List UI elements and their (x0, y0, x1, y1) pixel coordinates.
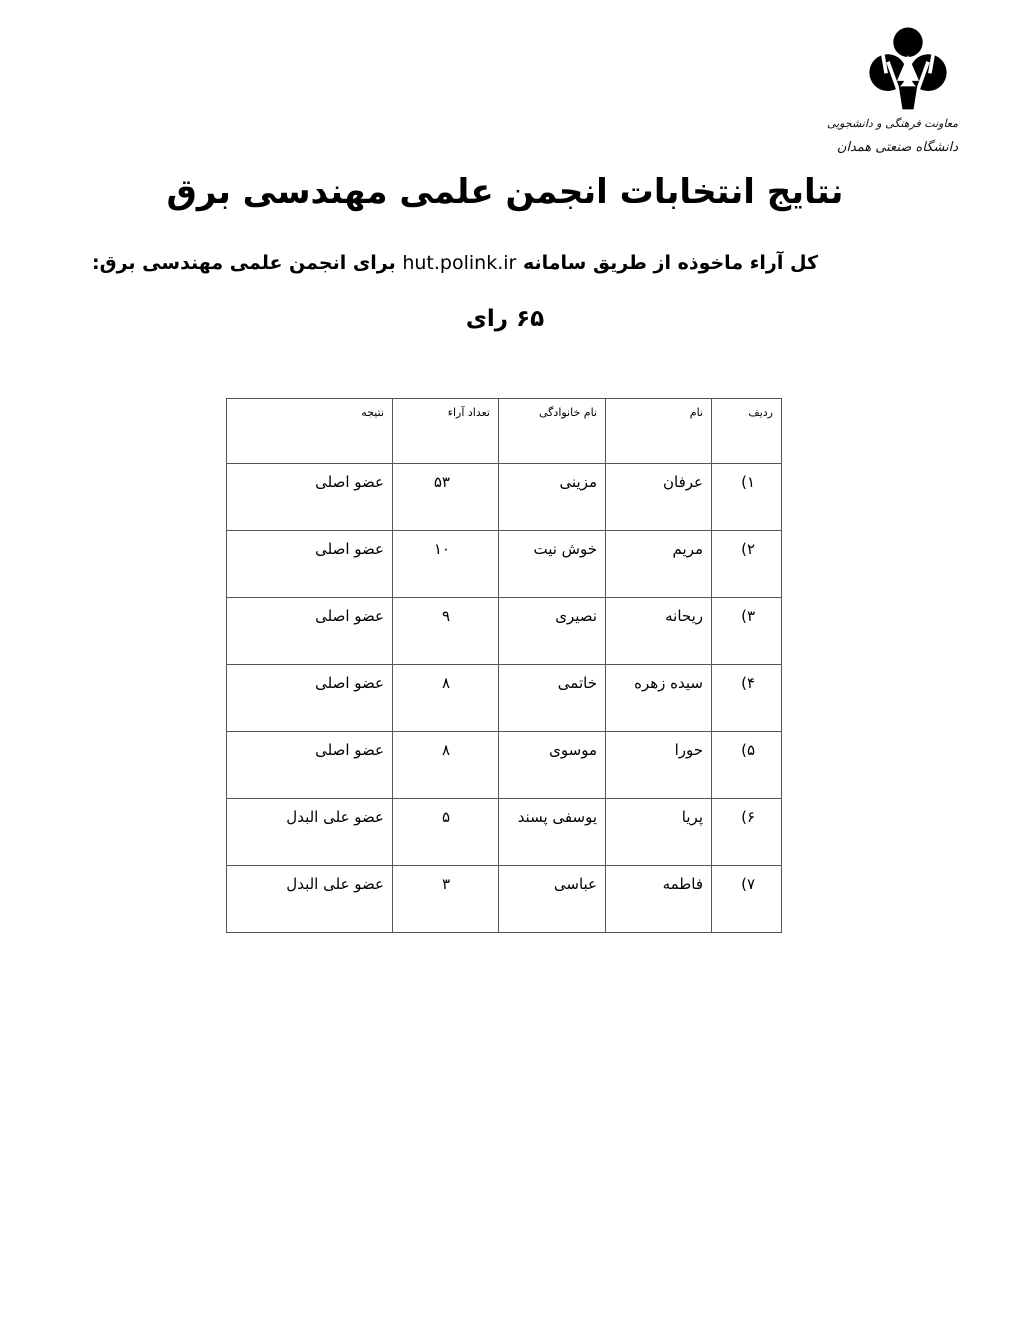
cell-result: عضو علی البدل (227, 799, 393, 866)
cell-row-number: ۷) (712, 866, 782, 933)
polink-site-text: hut.polink.ir (402, 252, 517, 274)
cell-votes: ۹ (393, 598, 499, 665)
header-result: نتیجه (227, 399, 393, 464)
cell-row-number: ۳) (712, 598, 782, 665)
table-row (227, 866, 782, 933)
table-row (227, 598, 782, 665)
cell-votes: ۱۰ (393, 531, 499, 598)
table-row (227, 464, 782, 531)
votes-summary-line (92, 252, 818, 274)
cell-row-number: ۲) (712, 531, 782, 598)
cell-row-number: ۴) (712, 665, 782, 732)
logo-caption-line2: دانشگاه صنعتی همدان (836, 140, 958, 155)
cell-last-name: خاتمی (499, 665, 606, 732)
cell-row-number: ۶) (712, 799, 782, 866)
summary-prefix: کل آراء ماخوذه از طریق سامانه (522, 252, 818, 274)
header-first-name: نام (606, 399, 712, 464)
header-row-number: ردیف (712, 399, 782, 464)
table-row (227, 732, 782, 799)
cell-votes: ۵۳ (393, 464, 499, 531)
cell-last-name: مزینی (499, 464, 606, 531)
header-last-name: نام خانوادگی (499, 399, 606, 464)
results-table (226, 398, 782, 933)
cell-votes: ۸ (393, 732, 499, 799)
total-votes: ۶۵ رای (465, 306, 545, 332)
header-votes: تعداد آراء (393, 399, 499, 464)
cell-result: عضو اصلی (227, 531, 393, 598)
university-logo (826, 22, 958, 167)
cell-votes: ۸ (393, 665, 499, 732)
cell-last-name: موسوی (499, 732, 606, 799)
cell-result: عضو علی البدل (227, 866, 393, 933)
cell-first-name: سیده زهره (606, 665, 712, 732)
page-title: نتایج انتخابات انجمن علمی مهندسی برق (166, 172, 844, 212)
cell-first-name: مریم (606, 531, 712, 598)
cell-votes: ۵ (393, 799, 499, 866)
table-row (227, 665, 782, 732)
logo-caption-line1: معاونت فرهنگی و دانشجویی (826, 117, 958, 130)
table-header-row (227, 399, 782, 464)
logo-emblem-icon (860, 22, 956, 114)
table-row (227, 799, 782, 866)
cell-last-name: عباسی (499, 866, 606, 933)
cell-votes: ۳ (393, 866, 499, 933)
cell-last-name: خوش نیت (499, 531, 606, 598)
cell-first-name: عرفان (606, 464, 712, 531)
cell-result: عضو اصلی (227, 464, 393, 531)
table-row (227, 531, 782, 598)
cell-row-number: ۵) (712, 732, 782, 799)
cell-result: عضو اصلی (227, 665, 393, 732)
cell-first-name: ریحانه (606, 598, 712, 665)
cell-first-name: پریا (606, 799, 712, 866)
cell-row-number: ۱) (712, 464, 782, 531)
cell-first-name: حورا (606, 732, 712, 799)
cell-first-name: فاطمه (606, 866, 712, 933)
summary-suffix: برای انجمن علمی مهندسی برق: (92, 252, 396, 274)
cell-last-name: یوسفی پسند (499, 799, 606, 866)
cell-result: عضو اصلی (227, 598, 393, 665)
cell-last-name: نصیری (499, 598, 606, 665)
cell-result: عضو اصلی (227, 732, 393, 799)
